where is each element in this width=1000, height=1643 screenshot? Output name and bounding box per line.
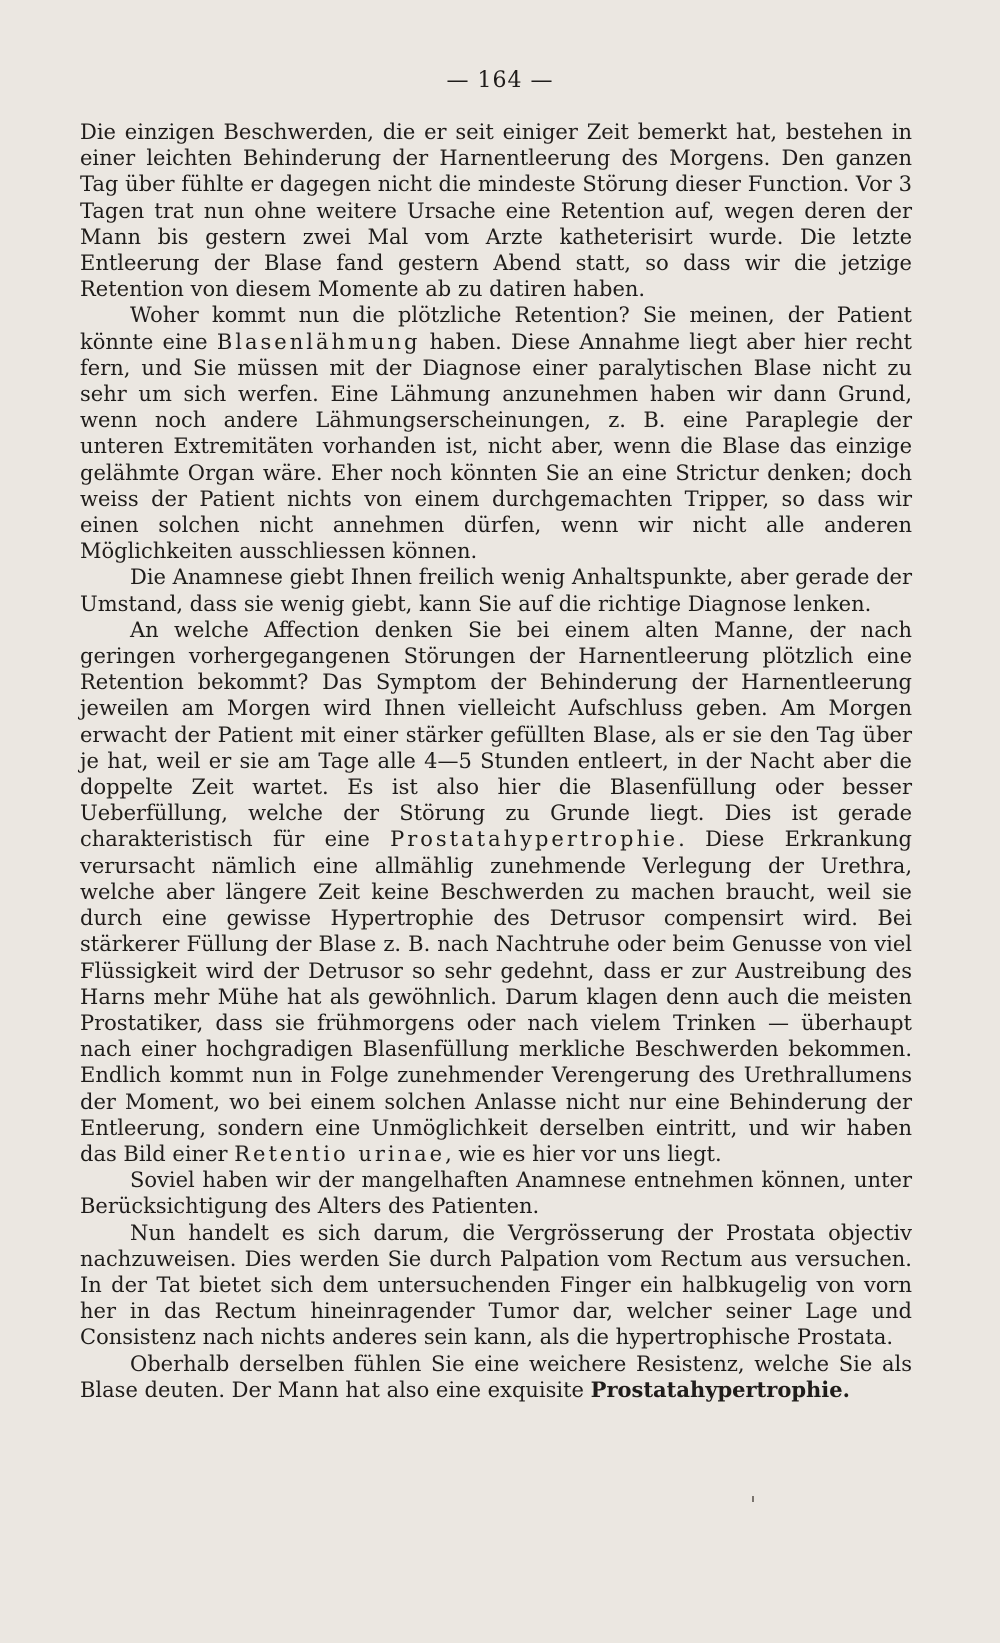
paragraph-6: Nun handelt es sich darum, die Vergrösserung der Prostata objectiv nachzuweisen. Dies werden Sie durch Palpation vom Rectum aus versuchen. In der Tat bietet sich dem untersuchenden Finger ein halbkugelig von vorn her in das Rectum hineinragender Tumor dar, welcher seiner Lage und Consistenz nach nichts anderes sein kann, als die hypertrophische Prostata.: [80, 1220, 912, 1350]
paragraph-7-text: Oberhalb derselben fühlen Sie eine weichere Resistenz, welche Sie als Blase deuten. Der Mann hat also eine exquisite: [80, 1351, 912, 1402]
paragraph-2-text-b: haben. Diese Annahme liegt aber hier recht fern, und Sie müssen mit der Diagnose einer paralytischen Blase nicht zu sehr um sich werfen. Eine Lähmung anzunehmen haben wir dann Grund, wenn noch andere Lähmungserscheinungen, z. B. eine Paraplegie der unteren Extremitäten vorhanden ist, nicht aber, wenn die Blase das einzige gelähmte Organ wäre. Eher noch könnten Sie an eine Strictur denken; doch weiss der Patient nichts von einem durchgemachten Tripper, so dass wir einen solchen nicht annehmen dürfen, wenn wir nicht alle anderen Möglichkeiten ausschliessen können.: [80, 329, 912, 564]
paragraph-2-text-a: Woher kommt nun die plötzliche Retention? Sie meinen, der Patient könnte eine: [80, 303, 912, 354]
paragraph-4-text-a: An welche Affection denken Sie bei einem alten Manne, der nach geringen vorhergegangenen Störungen der Harnentleerung plötzlich eine Retention bekommt? Das Symptom der Behinderung der Harnentleerung jeweilen am Morgen wird Ihnen vielleicht Aufschluss geben. Am Morgen erwacht der Patient mit einer stärker gefüllten Blase, als er sie den Tag über je hat, weil er sie am Tage alle 4—5 Stunden entleert, in der Nacht aber die doppelte Zeit wartet. Es ist also hier die Blasenfüllung oder besser Ueberfüllung, welche der Störung zu Grunde liegt. Dies ist gerade charakteristisch für eine: [80, 617, 912, 852]
term-blasenlaehmung: Blasenlähmung: [216, 329, 421, 354]
paragraph-3: Die Anamnese giebt Ihnen freilich wenig Anhaltspunkte, aber gerade der Umstand, dass sie wenig giebt, kann Sie auf die richtige Diagnose lenken.: [80, 565, 912, 616]
paragraph-4: [80, 617, 912, 1167]
term-prostatahypertrophie: Prostatahypertrophie: [390, 827, 679, 852]
paragraph-7: [80, 1351, 912, 1403]
paragraph-5: Soviel haben wir der mangelhaften Anamnese entnehmen können, unter Berücksichtigung des Alters des Patienten.: [80, 1168, 912, 1219]
paragraph-4-text-b: . Diese Erkrankung verursacht nämlich eine allmählig zunehmende Verlegung der Urethra, welche aber längere Zeit keine Beschwerden zu machen braucht, weil sie durch eine gewisse Hypertrophie des Detrusor compensirt wird. Bei stärkerer Füllung der Blase z. B. nach Nachtruhe oder beim Genusse von viel Flüssigkeit wird der Detrusor so sehr gedehnt, dass er zur Austreibung des Harns mehr Mühe hat als gewöhnlich. Darum klagen denn auch die meisten Prostatiker, dass sie frühmorgens oder nach vielem Trinken — überhaupt nach einer hochgradigen Blasenfüllung merkliche Beschwerden bekommen. Endlich kommt nun in Folge zunehmender Verengerung des Urethrallumens der Moment, wo bei einem solchen Anlasse nicht nur eine Behinderung der Entleerung, sondern eine Unmöglichkeit derselben eintritt, und wir haben das Bild einer: [80, 827, 912, 1166]
paper-speck: [752, 1496, 754, 1502]
term-diagnosis-bold: Prostatahypertrophie.: [590, 1376, 850, 1402]
paragraph-2: [80, 302, 912, 564]
body-text: [80, 119, 912, 1403]
paragraph-1: Die einzigen Beschwerden, die er seit einiger Zeit bemerkt hat, bestehen in einer leichten Behinderung der Harnentleerung des Morgens. Den ganzen Tag über fühlte er dagegen nicht die mindeste Störung dieser Function. Vor 3 Tagen trat nun ohne weitere Ursache eine Retention auf, wegen deren der Mann bis gestern zwei Mal vom Arzte katheterisirt wurde. Die letzte Entleerung der Blase fand gestern Abend statt, so dass wir die jetzige Retention von diesem Momente ab zu datiren haben.: [80, 120, 912, 302]
term-retentio-urinae: Retentio urinae: [234, 1141, 446, 1166]
paragraph-4-text-c: , wie es hier vor uns liegt.: [445, 1141, 722, 1166]
page-number: — 164 —: [446, 68, 554, 93]
